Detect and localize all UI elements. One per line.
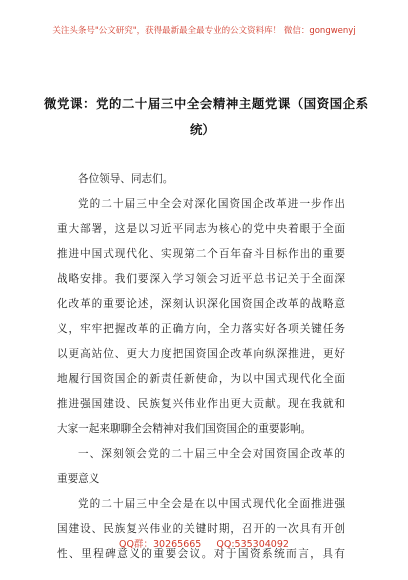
document-title: 微党课：党的二十届三中全会精神主题党课（国资国企系 bbox=[44, 96, 369, 111]
body-line: 国建设、民族复兴伟业的关键时期，召开的一次具有开创 bbox=[57, 523, 345, 535]
salutation: 各位领导、同志们。 bbox=[78, 173, 174, 185]
header-banner: 关注头条号"公文研究"，获得最新最全最专业的公文资料库！ 微信：gongwenyj bbox=[52, 26, 356, 36]
footer-contact bbox=[0, 536, 408, 550]
body-line: 党的二十届三中全会是在以中国式现代化全面推进强 bbox=[78, 498, 345, 510]
body-line: 性、里程碑意义的重要会议。对于国资系统而言，具有 bbox=[57, 548, 345, 560]
body-line: 化改革的重要论述，深刻认识深化国资国企改革的战略意 bbox=[57, 298, 345, 310]
section-heading-continued: 重要意义 bbox=[57, 473, 100, 485]
body-line: 推进强国建设、民族复兴伟业作出更大贡献。现在我就和 bbox=[57, 398, 345, 410]
footer-qq: QQ:535304092 bbox=[216, 539, 289, 550]
body-line: 地履行国资国企的新责任新使命，为以中国式现代化全面 bbox=[57, 373, 345, 385]
section-heading: 一、深刻领会党的二十届三中全会对国资国企改革的 bbox=[78, 448, 345, 460]
body-line: 战略安排。我们要深入学习领会习近平总书记关于全面深 bbox=[57, 273, 345, 285]
body-line: 以更高站位、更大力度把国资国企改革向纵深推进，更好 bbox=[57, 348, 345, 360]
body-line: 重大部署，这是以习近平同志为核心的党中央着眼于全面 bbox=[57, 223, 345, 235]
body-line: 推进中国式现代化、实现第二个百年奋斗目标作出的重要 bbox=[57, 248, 345, 260]
body-line: 义，牢牢把握改革的正确方向，全力落实好各项关键任务 bbox=[57, 323, 345, 335]
body-line: 大家一起来聊聊全会精神对我们国资国企的重要影响。 bbox=[57, 423, 312, 435]
document-body bbox=[57, 167, 345, 567]
document-title-continued: 统） bbox=[190, 122, 215, 137]
body-line: 党的二十届三中全会对深化国资国企改革进一步作出 bbox=[78, 198, 345, 210]
footer-qq-group: QQ群：30265665 bbox=[119, 539, 202, 550]
